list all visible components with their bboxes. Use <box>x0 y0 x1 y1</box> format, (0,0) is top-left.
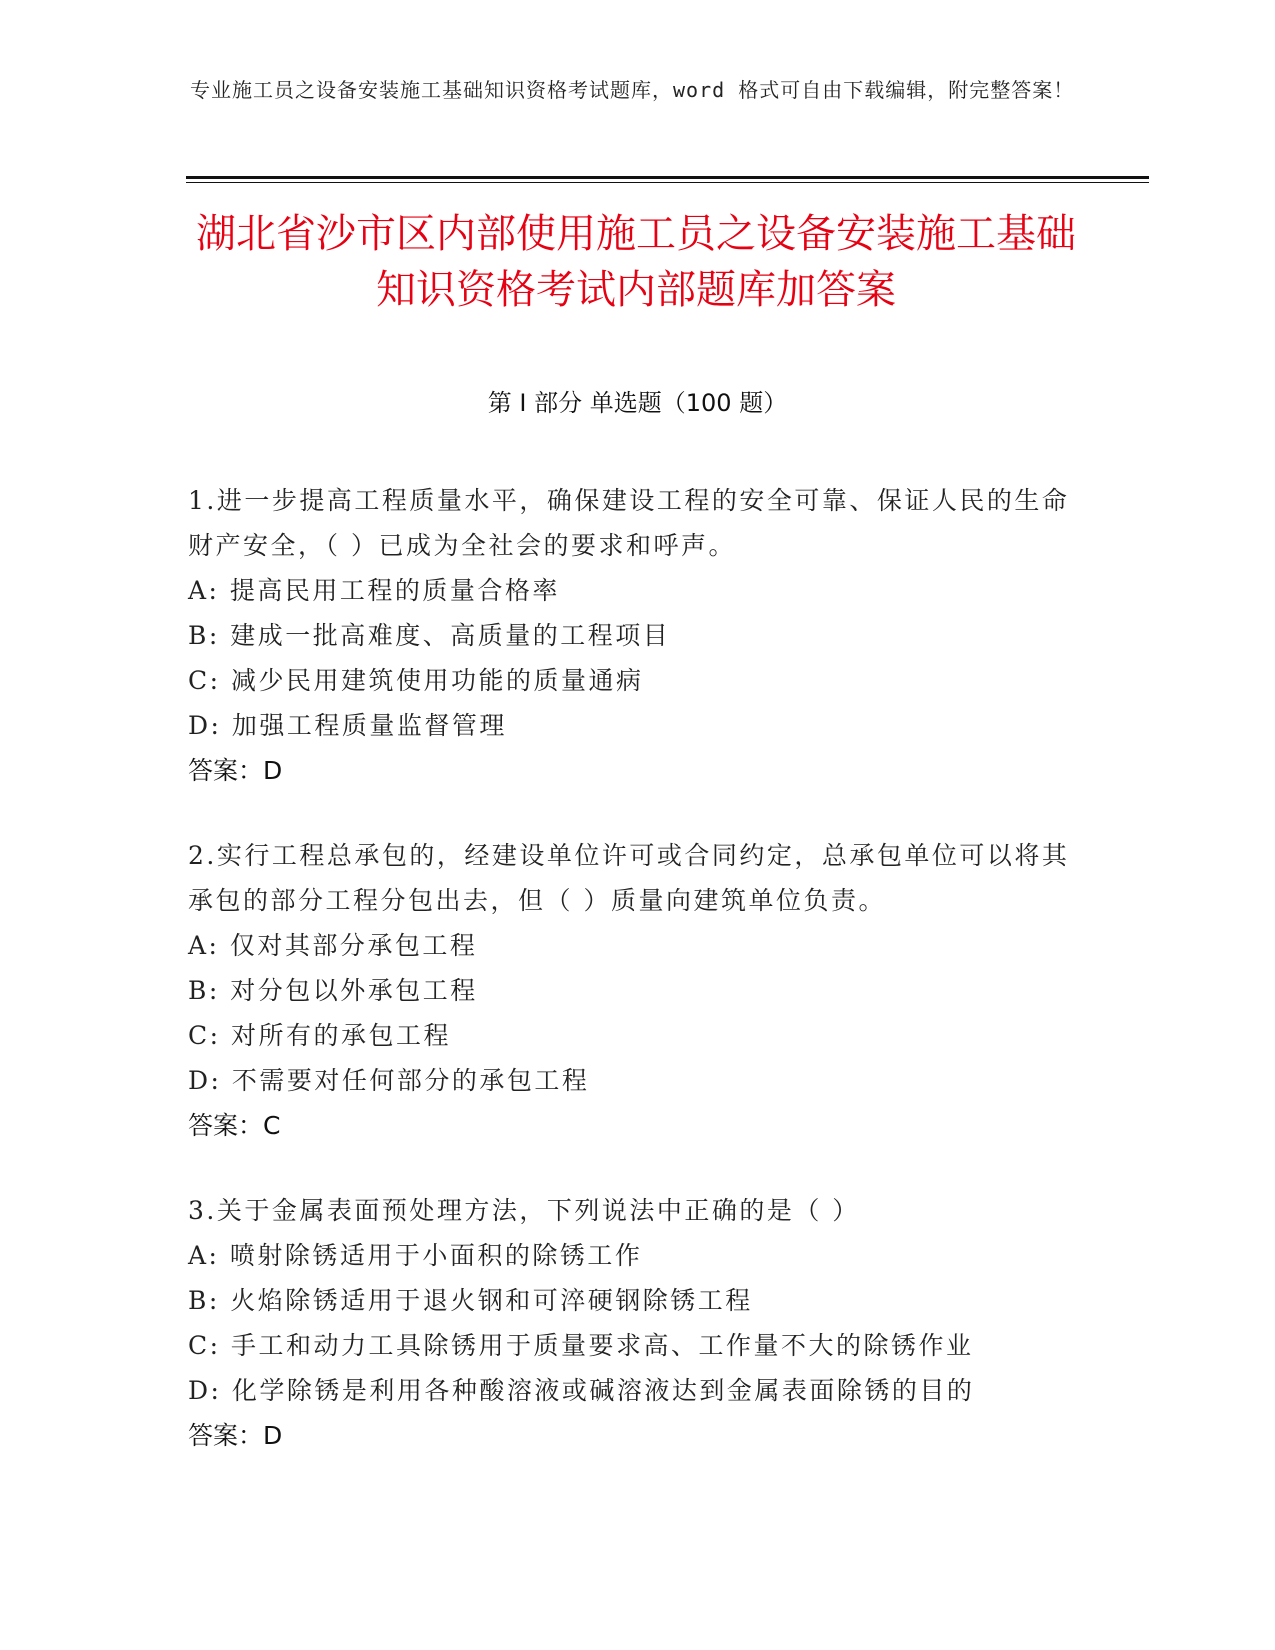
answer: 答案：C <box>188 1111 281 1140</box>
option-b: B: 建成一批高难度、高质量的工程项目 <box>188 621 671 650</box>
option-d: D: 不需要对任何部分的承包工程 <box>188 1066 590 1095</box>
question-list <box>188 478 1088 1498</box>
option-d: D: 化学除锈是利用各种酸溶液或碱溶液达到金属表面除锈的目的 <box>188 1376 975 1405</box>
option-a: A: 仅对其部分承包工程 <box>188 931 478 960</box>
option-d: D: 加强工程质量监督管理 <box>188 711 507 740</box>
question-3 <box>188 1188 1088 1458</box>
option-c: C: 对所有的承包工程 <box>188 1021 451 1050</box>
answer: 答案：D <box>188 1421 283 1450</box>
option-a: A: 喷射除锈适用于小面积的除锈工作 <box>188 1241 643 1270</box>
answer: 答案：D <box>188 756 283 785</box>
section-title: 第 I 部分 单选题（100 题） <box>487 389 788 417</box>
option-c: C: 减少民用建筑使用功能的质量通病 <box>188 666 644 695</box>
option-b: B: 火焰除锈适用于退火钢和可淬硬钢除锈工程 <box>188 1286 753 1315</box>
question-stem: 3.关于金属表面预处理方法，下列说法中正确的是（ ） <box>188 1196 860 1225</box>
question-stem: 1.进一步提高工程质量水平，确保建设工程的安全可靠、保证人民的生命财产安全，（ ）已成为全社会的要求和呼声。 <box>188 486 1070 560</box>
option-a: A: 提高民用工程的质量合格率 <box>188 576 560 605</box>
header-divider-thick <box>186 176 1149 179</box>
option-b: B: 对分包以外承包工程 <box>188 976 478 1005</box>
option-c: C: 手工和动力工具除锈用于质量要求高、工作量不大的除锈作业 <box>188 1331 974 1360</box>
question-stem: 2.实行工程总承包的，经建设单位许可或合同约定，总承包单位可以将其承包的部分工程分包出去，但（ ）质量向建筑单位负责。 <box>188 841 1070 915</box>
header-divider-thin <box>186 182 1149 183</box>
document-title: 湖北省沙市区内部使用施工员之设备安装施工基础知识资格考试内部题库加答案 <box>196 211 1076 313</box>
question-2 <box>188 833 1088 1148</box>
header-note: 专业施工员之设备安装施工基础知识资格考试题库，word 格式可自由下载编辑，附完整答案！ <box>190 78 1075 102</box>
question-1 <box>188 478 1088 793</box>
